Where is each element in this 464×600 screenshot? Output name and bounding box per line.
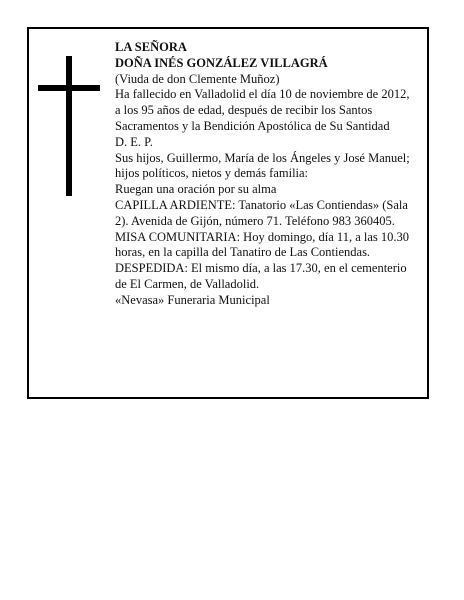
death-notice: Ha fallecido en Valladolid el día 10 de noviembre de 2012, a los 95 años de edad, después de recibir los Santos Sacramentos y la Bendición Apostólica de Su Santidad	[115, 87, 410, 133]
cross-icon-arm	[38, 85, 100, 91]
title-line-1: LA SEÑORA	[115, 40, 187, 54]
prayer-request: Ruegan una oración por su alma	[115, 182, 277, 197]
widow-of: (Viuda de don Clemente Muñoz)	[115, 71, 280, 86]
mass-info: MISA COMUNITARIA: Hoy domingo, día 11, a las 10.30 horas, en la capilla del Tanatiro de Las Contiendas.	[115, 229, 410, 260]
rip: D. E. P.	[115, 134, 153, 149]
funeral-home: «Nevasa» Funeraria Municipal	[115, 292, 270, 307]
chapel-info: CAPILLA ARDIENTE: Tanatorio «Las Contiendas» (Sala 2). Avenida de Gijón, número 71. Teléfono 983 360405.	[115, 197, 408, 228]
farewell-info: DESPEDIDA: El mismo día, a las 17.30, en el cementerio de El Carmen, de Valladolid.	[115, 261, 407, 291]
cross-icon	[66, 56, 72, 196]
family: Sus hijos, Guillermo, María de los Ángeles y José Manuel; hijos políticos, nietos y demás familia:	[115, 150, 410, 181]
obituary-text	[115, 40, 415, 309]
deceased-name: DOÑA INÉS GONZÁLEZ VILLAGRÁ	[115, 55, 328, 70]
